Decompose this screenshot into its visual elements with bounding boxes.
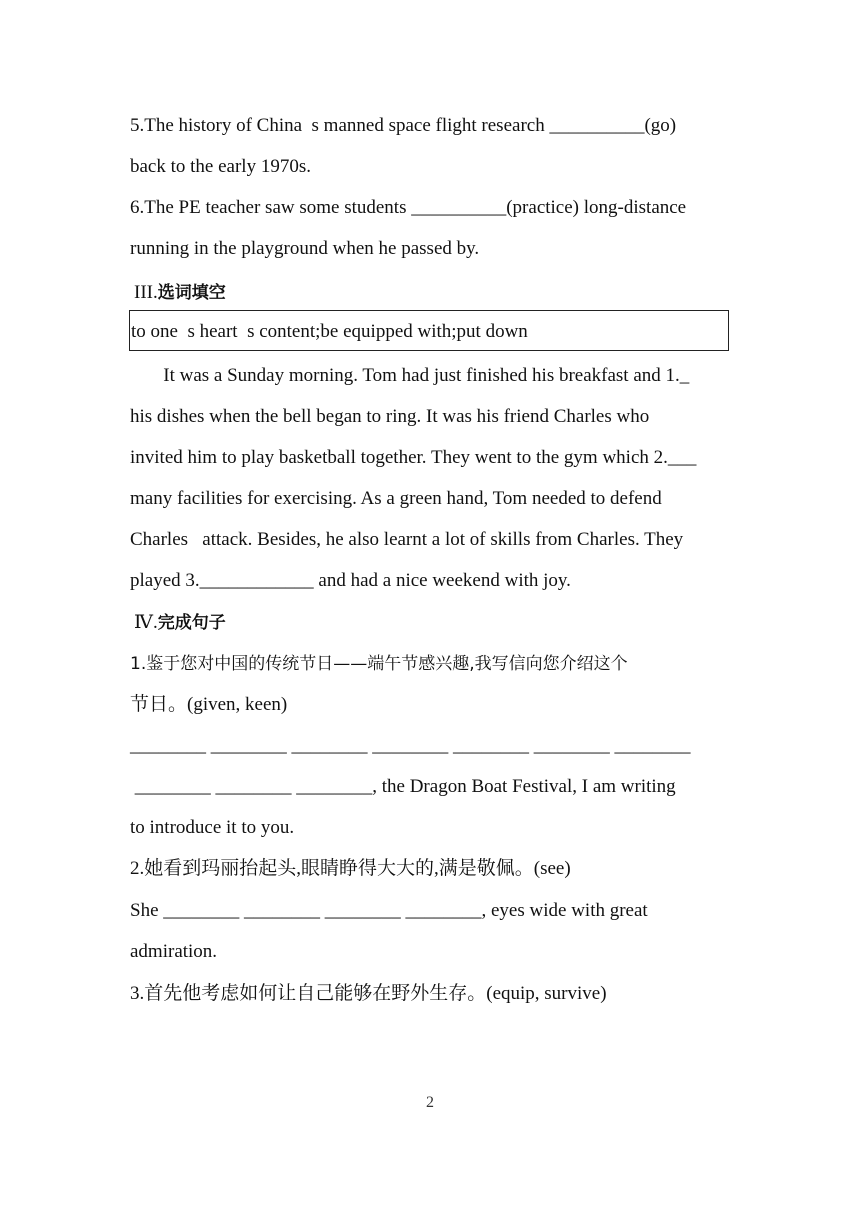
question-5-line-2: back to the early 1970s. [130,156,311,177]
section-3-title: 选词填空 [157,283,226,303]
section-3-number: III. [134,282,158,303]
passage-line: his dishes when the bell began to ring. It was his friend Charles who [130,406,650,427]
passage-line: invited him to play basketball together. They went to the gym which 2.___ [130,447,697,468]
question-5-line-1: 5.The history of China s manned space flight research __________(go) [130,115,677,136]
sentence-1-blank-line-3: to introduce it to you. [130,817,295,838]
passage-line: It was a Sunday morning. Tom had just finished his breakfast and 1._ [130,365,690,386]
sentence-3-chinese: 3.首先他考虑如何让自己能够在野外生存。(equip, survive) [130,983,607,1004]
sentence-2-blank-line-2: admiration. [130,941,218,962]
section-4-number: Ⅳ. [134,612,158,633]
section-3-heading [134,279,226,306]
sentence-2-blank-line-1: She ________ ________ ________ ________, eyes wide with great [130,900,648,921]
sentence-1-chinese-line-2: 节日。(given, keen) [130,694,288,715]
page-number: 2 [426,1094,434,1111]
sentence-1-blank-line-2: ________ ________ ________, the Dragon Boat Festival, I am writing [130,776,676,797]
word-box [129,310,729,351]
sentence-1-chinese-line-1: 1.鉴于您对中国的传统节日——端午节感兴趣,我写信向您介绍这个 [130,654,628,674]
sentence-1-blank-line-1: ________ ________ ________ ________ ________ ________ ________ [130,735,691,756]
section-4-heading [134,609,226,636]
question-6-line-1: 6.The PE teacher saw some students __________(practice) long-distance [130,197,687,218]
section-4-title: 完成句子 [157,613,226,633]
passage-line: Charles attack. Besides, he also learnt a lot of skills from Charles. They [130,529,684,550]
word-box-text: to one s heart s content;be equipped with;put down [131,321,528,342]
question-6-line-2: running in the playground when he passed by. [130,238,480,259]
sentence-2-chinese: 2.她看到玛丽抬起头,眼睛睁得大大的,满是敬佩。(see) [130,858,571,879]
passage-line: played 3.____________ and had a nice weekend with joy. [130,570,571,591]
passage-line: many facilities for exercising. As a green hand, Tom needed to defend [130,488,662,509]
